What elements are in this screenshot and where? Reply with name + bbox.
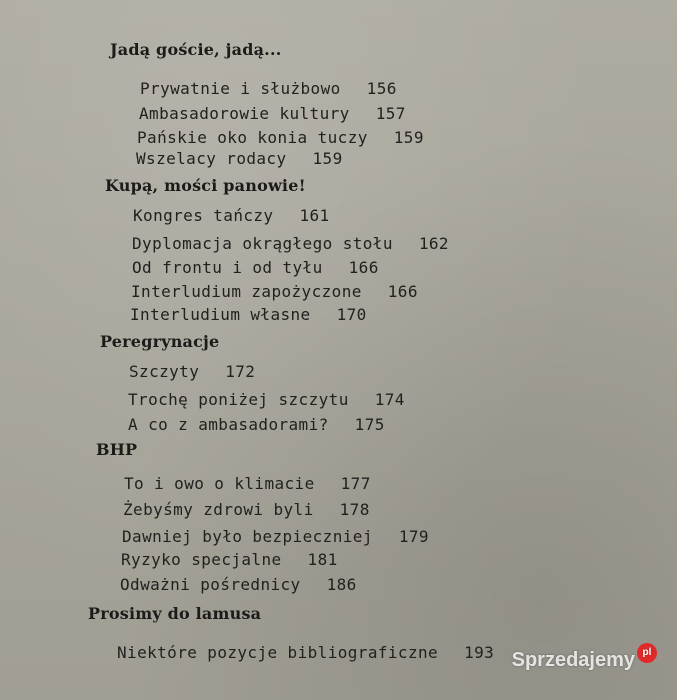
entry-page: 178: [339, 500, 370, 519]
toc-entry: [140, 79, 397, 98]
toc-entry: [129, 362, 255, 381]
entry-title: Interludium zapożyczone: [131, 282, 362, 301]
entry-title: Kongres tańczy: [133, 206, 274, 225]
section-heading: Kupą, mości panowie!: [105, 176, 306, 195]
entry-page: 170: [336, 305, 367, 324]
entry-title: Pańskie oko konia tuczy: [137, 128, 368, 147]
entry-title: Ryzyko specjalne: [121, 550, 282, 569]
entry-page: 175: [354, 415, 385, 434]
entry-title: Dyplomacja okrągłego stołu: [132, 234, 393, 253]
entry-page: 179: [398, 527, 429, 546]
entry-page: 181: [307, 550, 338, 569]
toc-entry: [132, 258, 379, 277]
entry-title: A co z ambasadorami?: [128, 415, 329, 434]
toc-entry: [131, 282, 418, 301]
entry-title: Żebyśmy zdrowi byli: [123, 500, 314, 519]
toc-entry: [137, 128, 424, 147]
toc-entry: [130, 305, 367, 324]
entry-title: Niektóre pozycje bibliograficzne: [117, 643, 439, 662]
toc-entry: [121, 550, 338, 569]
section-heading: Prosimy do lamusa: [88, 604, 262, 623]
toc-entry: [132, 234, 449, 253]
entry-title: To i owo o klimacie: [124, 474, 315, 493]
watermark-text: Sprzedajemy: [511, 649, 635, 671]
toc-entry: [128, 415, 385, 434]
toc-entry: [123, 500, 370, 519]
entry-page: 193: [464, 643, 495, 662]
entry-page: 159: [393, 128, 424, 147]
toc-entry: [128, 390, 405, 409]
entry-title: Ambasadorowie kultury: [139, 104, 350, 123]
entry-page: 159: [312, 149, 343, 168]
toc-entry: [117, 643, 494, 662]
section-heading: BHP: [96, 440, 138, 459]
watermark-badge: pl: [637, 643, 657, 663]
entry-title: Prywatnie i służbowo: [140, 79, 341, 98]
entry-page: 156: [366, 79, 397, 98]
entry-page: 157: [375, 104, 406, 123]
section-heading: Peregrynacje: [100, 332, 220, 351]
entry-page: 166: [348, 258, 379, 277]
entry-title: Odważni pośrednicy: [120, 575, 301, 594]
entry-page: 177: [340, 474, 371, 493]
toc-entry: [136, 149, 343, 168]
entry-title: Interludium własne: [130, 305, 311, 324]
entry-title: Szczyty: [129, 362, 200, 381]
toc-entry: [120, 575, 357, 594]
entry-title: Trochę poniżej szczytu: [128, 390, 349, 409]
toc-entry: [133, 206, 330, 225]
entry-page: 162: [418, 234, 449, 253]
entry-page: 172: [225, 362, 256, 381]
entry-title: Wszelacy rodacy: [136, 149, 287, 168]
toc-entry: [139, 104, 406, 123]
toc-entry: [124, 474, 371, 493]
entry-page: 161: [299, 206, 330, 225]
entry-page: 166: [387, 282, 418, 301]
entry-page: 186: [326, 575, 357, 594]
section-heading: Jadą goście, jadą...: [110, 40, 282, 59]
toc-entry: [122, 527, 429, 546]
entry-title: Dawniej było bezpieczniej: [122, 527, 373, 546]
sprzedajemy-watermark: [512, 649, 657, 672]
entry-title: Od frontu i od tyłu: [132, 258, 323, 277]
entry-page: 174: [374, 390, 405, 409]
